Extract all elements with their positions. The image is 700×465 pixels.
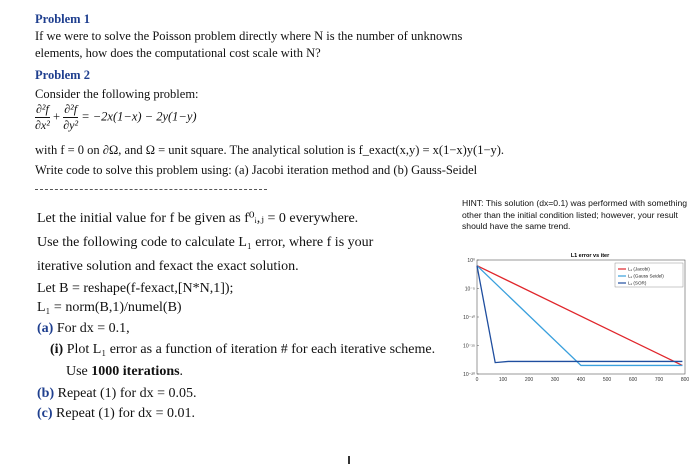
task-line: Write code to solve this problem using: (a) Jacobi iteration method and (b) Gauss-Seidel (35, 163, 478, 177)
period: . (179, 364, 184, 379)
y-tick-label: 10⁻¹⁵ (463, 343, 475, 350)
part-c (37, 406, 195, 422)
frac-den: ∂y² (63, 118, 79, 132)
problem1-line2: elements, how does the computational cost scale with N? (35, 46, 321, 60)
legend-label: L₁ (SOR) (628, 280, 647, 286)
l1-error-chart (455, 248, 690, 388)
part-i-label: (i) (50, 342, 64, 357)
tick-mark (348, 456, 350, 464)
problem2-intro: Consider the following problem: (35, 87, 199, 101)
legend-label: L₁ (Gauss Seidel) (628, 273, 664, 279)
y-tick-label: 10⁻²⁰ (463, 372, 475, 378)
problem1-heading: Problem 1 (35, 12, 90, 26)
frac-num: ∂²f (64, 102, 78, 116)
part-b (37, 386, 197, 402)
x-tick-label: 200 (524, 377, 534, 383)
x-tick-label: 500 (602, 377, 612, 383)
equation-rhs: = −2x(1−x) − 2y(1−y) (81, 109, 197, 124)
x-tick-label: 600 (628, 377, 638, 383)
x-tick-label: 0 (475, 377, 479, 383)
fraction-yy (63, 102, 78, 133)
iterations-count: 1000 iterations (91, 364, 180, 379)
chart-title: L1 error vs iter (570, 253, 610, 259)
x-tick-label: 400 (576, 377, 586, 383)
error-code-line: Use the following code to calculate L₁ error, where f is your (37, 235, 374, 250)
part-c-label: (c) (37, 406, 53, 421)
x-tick-label: 100 (498, 377, 508, 383)
y-tick-label: 10⁰ (467, 258, 475, 264)
initial-value-line: Let the initial value for f be given as f⁰ᵢ,ⱼ = 0 everywhere. (37, 211, 359, 226)
part-b-label: (b) (37, 386, 55, 401)
poisson-equation (35, 102, 197, 133)
part-a (37, 321, 130, 337)
exact-solution-line: iterative solution and fexact the exact solution. (37, 259, 299, 274)
x-tick-label: 700 (654, 377, 664, 383)
part-c-text: Repeat (1) for dx = 0.01. (56, 406, 195, 421)
x-tick-label: 300 (550, 377, 560, 383)
plus-sign: + (53, 109, 61, 124)
problem2-heading: Problem 2 (35, 68, 90, 82)
boundary-condition-line: with f = 0 on ∂Ω, and Ω = unit square. The analytical solution is f_exact(x,y) = x(1−x)y(1−y). (35, 143, 505, 157)
part-b-text: Repeat (1) for dx = 0.05. (57, 386, 197, 401)
y-tick-label: 10⁻⁵ (464, 286, 475, 293)
fraction-xx (35, 102, 50, 133)
problem1-line1: If we were to solve the Poisson problem directly where N is the number of unknowns (35, 29, 463, 43)
part-i (50, 342, 435, 358)
y-tick-label: 10⁻¹⁰ (463, 315, 475, 321)
part-i-text: Plot L₁ error as a function of iteration # for each iterative scheme. (66, 342, 436, 357)
part-a-label: (a) (37, 321, 54, 336)
frac-den: ∂x² (35, 118, 50, 132)
hint-text: HINT: This solution (dx=0.1) was performed with something other than the initial condition listed; however, your result should have the same trend. (462, 198, 688, 231)
dashed-divider (35, 189, 267, 190)
legend-label: L₁ (Jacobi) (628, 266, 650, 272)
frac-num: ∂²f (36, 102, 49, 116)
norm-code: L₁ = norm(B,1)/numel(B) (37, 300, 182, 315)
iterations-line (66, 364, 183, 380)
reshape-code: Let B = reshape(f-fexact,[N*N,1]); (37, 281, 234, 296)
x-tick-label: 800 (680, 377, 690, 383)
use-prefix: Use (66, 364, 92, 379)
part-a-text: For dx = 0.1, (56, 321, 130, 336)
